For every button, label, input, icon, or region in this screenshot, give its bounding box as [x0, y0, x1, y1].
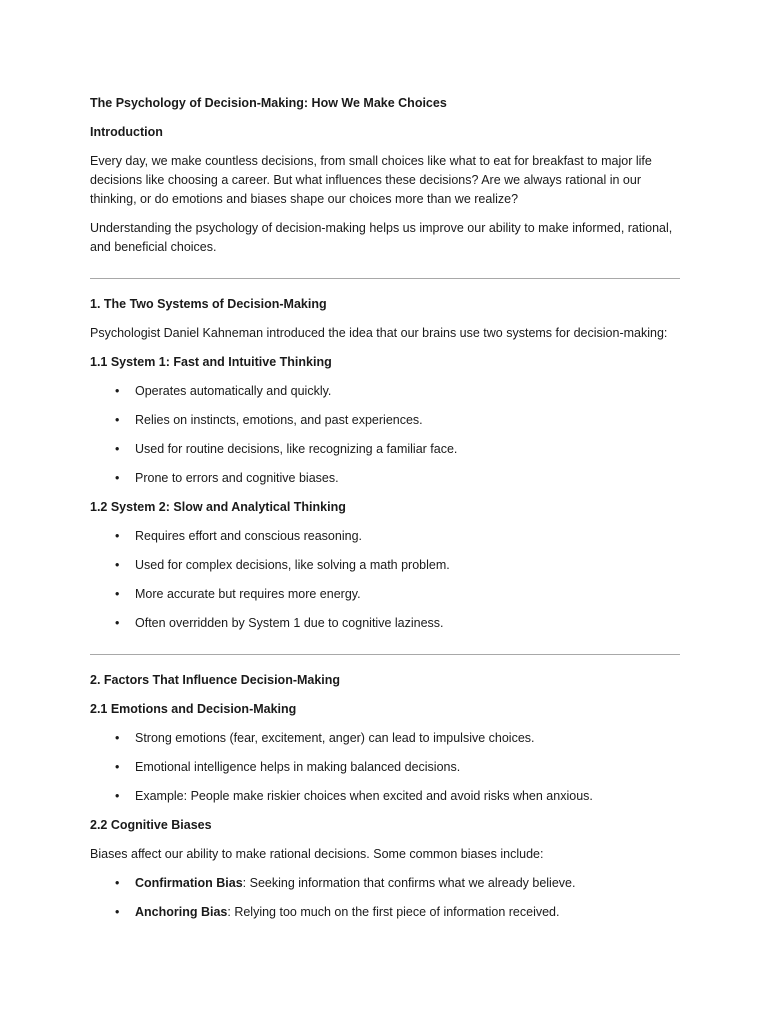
- bullet-icon: •: [115, 616, 120, 630]
- subsection-1-1-heading: 1.1 System 1: Fast and Intuitive Thinking: [90, 355, 332, 369]
- list-item: [90, 787, 680, 806]
- system-1-list: [90, 382, 680, 488]
- bullet-icon: •: [115, 760, 120, 774]
- emotions-list: [90, 729, 680, 806]
- list-item: [90, 903, 680, 922]
- list-item: [90, 527, 680, 546]
- bullet-icon: •: [115, 876, 120, 890]
- intro-heading: Introduction: [90, 125, 163, 139]
- list-item-text: More accurate but requires more energy.: [135, 587, 361, 601]
- list-item: [90, 758, 680, 777]
- bias-description: : Relying too much on the first piece of information received.: [227, 905, 560, 919]
- bullet-icon: •: [115, 384, 120, 398]
- list-item: [90, 469, 680, 488]
- list-item: [90, 874, 680, 893]
- bullet-icon: •: [115, 471, 120, 485]
- list-item: [90, 585, 680, 604]
- list-item-text: Often overridden by System 1 due to cognitive laziness.: [135, 616, 444, 630]
- subsection-2-2-heading: 2.2 Cognitive Biases: [90, 818, 212, 832]
- bullet-icon: •: [115, 442, 120, 456]
- bullet-icon: •: [115, 731, 120, 745]
- list-item-text: Example: People make riskier choices when excited and avoid risks when anxious.: [135, 789, 593, 803]
- document-page: [90, 94, 680, 932]
- document-title: The Psychology of Decision-Making: How We Make Choices: [90, 96, 447, 110]
- section-divider: [90, 278, 680, 279]
- biases-list: [90, 874, 680, 922]
- bullet-icon: •: [115, 413, 120, 427]
- bullet-icon: •: [115, 558, 120, 572]
- bias-description: : Seeking information that confirms what we already believe.: [242, 876, 576, 890]
- section-divider: [90, 654, 680, 655]
- bullet-icon: •: [115, 905, 120, 919]
- list-item: [90, 614, 680, 633]
- subsection-1-2-heading: 1.2 System 2: Slow and Analytical Thinking: [90, 500, 346, 514]
- list-item-text: Used for complex decisions, like solving a math problem.: [135, 558, 450, 572]
- bullet-icon: •: [115, 587, 120, 601]
- subsection-2-1-heading: 2.1 Emotions and Decision-Making: [90, 702, 297, 716]
- section-2-heading: 2. Factors That Influence Decision-Making: [90, 673, 341, 687]
- section-1-paragraph: Psychologist Daniel Kahneman introduced the idea that our brains use two systems for decision-making:: [90, 326, 668, 340]
- list-item: [90, 382, 680, 401]
- list-item-text: Relies on instincts, emotions, and past experiences.: [135, 413, 423, 427]
- biases-paragraph: Biases affect our ability to make rational decisions. Some common biases include:: [90, 847, 544, 861]
- list-item: [90, 729, 680, 748]
- bias-term: Anchoring Bias: [135, 905, 228, 919]
- intro-paragraph-1: Every day, we make countless decisions, from small choices like what to eat for breakfast to major life decisions like choosing a career. But what influences these decisions? Are we always rational in our thinking, or do emotions and biases shape our choices more than we realize?: [90, 154, 652, 206]
- bullet-icon: •: [115, 529, 120, 543]
- list-item: [90, 440, 680, 459]
- system-2-list: [90, 527, 680, 633]
- list-item-text: Strong emotions (fear, excitement, anger) can lead to impulsive choices.: [135, 731, 535, 745]
- bias-term: Confirmation Bias: [135, 876, 243, 890]
- list-item: [90, 556, 680, 575]
- list-item-text: Operates automatically and quickly.: [135, 384, 332, 398]
- intro-paragraph-2: Understanding the psychology of decision-making helps us improve our ability to make informed, rational, and beneficial choices.: [90, 221, 673, 254]
- list-item: [90, 411, 680, 430]
- bullet-icon: •: [115, 789, 120, 803]
- list-item-text: Prone to errors and cognitive biases.: [135, 471, 339, 485]
- list-item-text: Emotional intelligence helps in making balanced decisions.: [135, 760, 461, 774]
- list-item-text: Used for routine decisions, like recognizing a familiar face.: [135, 442, 458, 456]
- section-1-heading: 1. The Two Systems of Decision-Making: [90, 297, 327, 311]
- list-item-text: Requires effort and conscious reasoning.: [135, 529, 362, 543]
